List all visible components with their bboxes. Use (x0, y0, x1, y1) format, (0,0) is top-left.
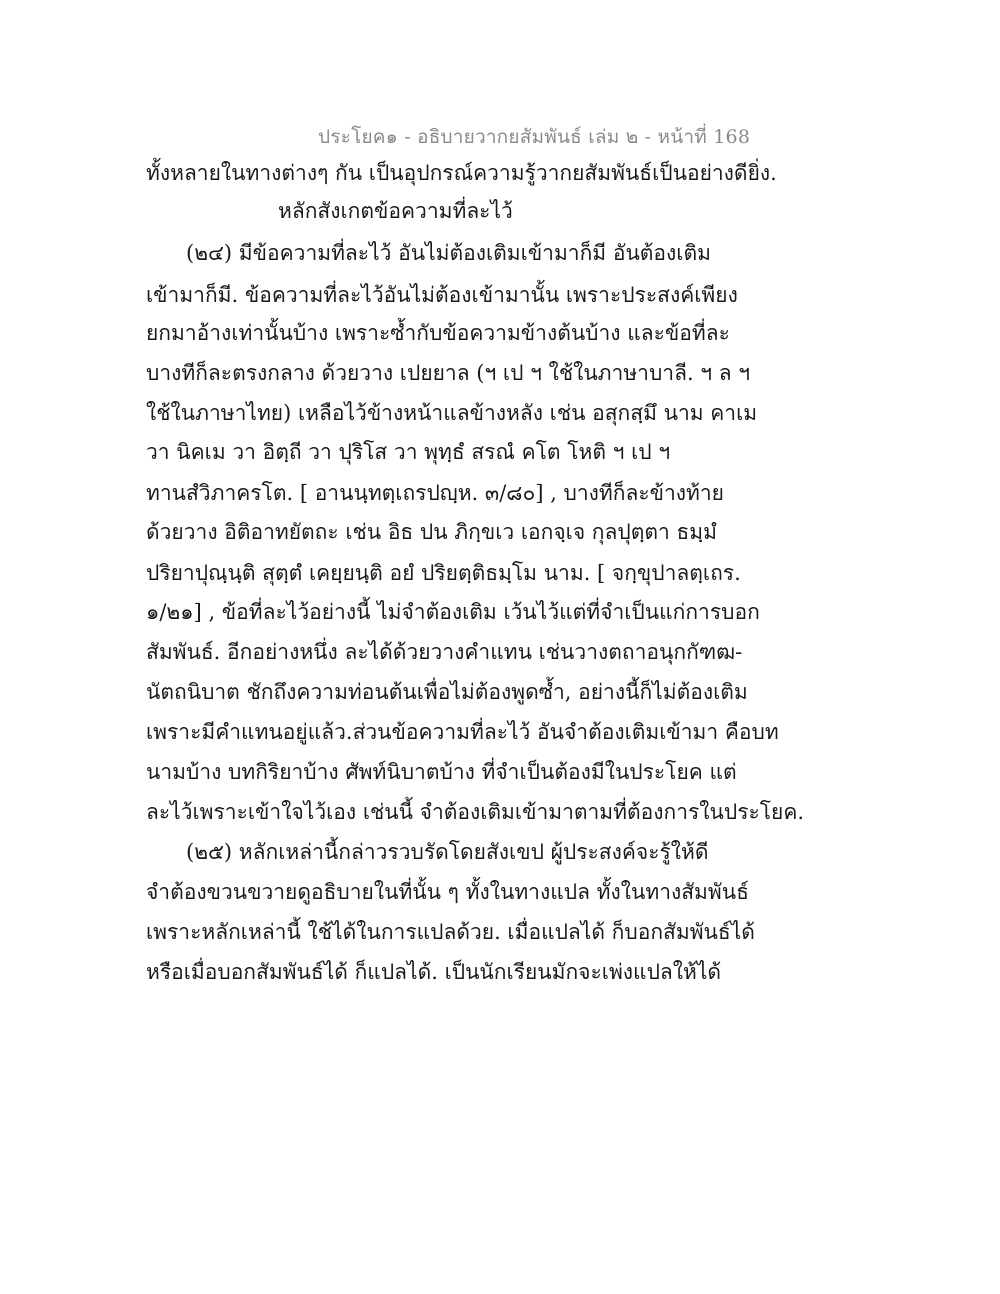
page-header: ประโยค๑ - อธิบายวากยสัมพันธ์ เล่ม ๒ - หน้าที่ 168 (318, 126, 751, 148)
text-line: ละไว้เพราะเข้าใจไว้เอง เช่นนี้ จำต้องเติมเข้ามาตามที่ต้องการในประโยค. (146, 800, 805, 824)
text-line: นัตถนิบาต ชักถึงความท่อนต้นเพื่อไม่ต้องพูดซ้ำ, อย่างนี้ก็ไม่ต้องเติม (146, 680, 748, 704)
text-line: ยกมาอ้างเท่านั้นบ้าง เพราะซ้ำกับข้อความข้างต้นบ้าง และข้อที่ละ (146, 321, 730, 345)
section-heading: หลักสังเกตข้อความที่ละไว้ (278, 199, 513, 223)
text-line: นามบ้าง บทกิริยาบ้าง ศัพท์นิบาตบ้าง ที่จำเป็นต้องมีในประโยค แต่ (146, 760, 737, 784)
text-line: บางทีก็ละตรงกลาง ด้วยวาง เปยยาล (ฯ เป ฯ ใช้ในภาษาบาลี. ฯ ล ฯ (146, 361, 751, 385)
text-line: วา นิคเม วา อิตฺถี วา ปุริโส วา พุทฺธํ สรณํ คโต โหติ ฯ เป ฯ (146, 440, 671, 464)
text-line: จำต้องขวนขวายดูอธิบายในที่นั้น ๆ ทั้งในทางแปล ทั้งในทางสัมพันธ์ (146, 880, 749, 904)
text-line: เข้ามาก็มี. ข้อความที่ละไว้อันไม่ต้องเข้ามานั้น เพราะประสงค์เพียง (146, 283, 738, 307)
text-line: ทานสํวิภาครโต. [ อานนฺทตฺเถรปญฺห. ๓/๘๐] , บางทีก็ละข้างท้าย (146, 481, 724, 505)
text-line: ทั้งหลายในทางต่างๆ กัน เป็นอุปกรณ์ความรู้วากยสัมพันธ์เป็นอย่างดียิ่ง. (146, 161, 777, 185)
text-line: เพราะมีคำแทนอยู่แล้ว.ส่วนข้อความที่ละไว้ อันจำต้องเติมเข้ามา คือบท (146, 720, 779, 744)
text-line: หรือเมื่อบอกสัมพันธ์ได้ ก็แปลได้. เป็นนักเรียนมักจะเพ่งแปลให้ได้ (146, 960, 722, 984)
text-line: ใช้ในภาษาไทย) เหลือไว้ข้างหน้าแลข้างหลัง เช่น อสุกสฺมึ นาม คาเม (146, 401, 758, 425)
text-line: ๑/๒๑] , ข้อที่ละไว้อย่างนี้ ไม่จำต้องเติม เว้นไว้แต่ที่จำเป็นแก่การบอก (146, 600, 760, 624)
text-line: สัมพันธ์. อีกอย่างหนึ่ง ละได้ด้วยวางคำแทน เช่นวางตถาอนุกกัฑฒ- (146, 640, 743, 664)
text-line: ด้วยวาง อิติอาทยัตถะ เช่น อิธ ปน ภิกฺขเว เอกจฺเจ กุลปุตฺตา ธมฺมํ (146, 520, 717, 544)
text-line: ปริยาปุณฺนฺติ สุตฺตํ เคยฺยนฺติ อยํ ปริยตฺติธมฺโม นาม. [ จกฺขุปาลตฺเถร. (146, 561, 741, 585)
text-line: (๒๕) หลักเหล่านี้กล่าวรวบรัดโดยสังเขป ผู้ประสงค์จะรู้ให้ดี (186, 840, 709, 864)
text-line: (๒๔) มีข้อความที่ละไว้ อันไม่ต้องเติมเข้ามาก็มี อันต้องเติม (186, 241, 711, 265)
text-line: เพราะหลักเหล่านี้ ใช้ได้ในการแปลด้วย. เมื่อแปลได้ ก็บอกสัมพันธ์ได้ (146, 920, 755, 944)
